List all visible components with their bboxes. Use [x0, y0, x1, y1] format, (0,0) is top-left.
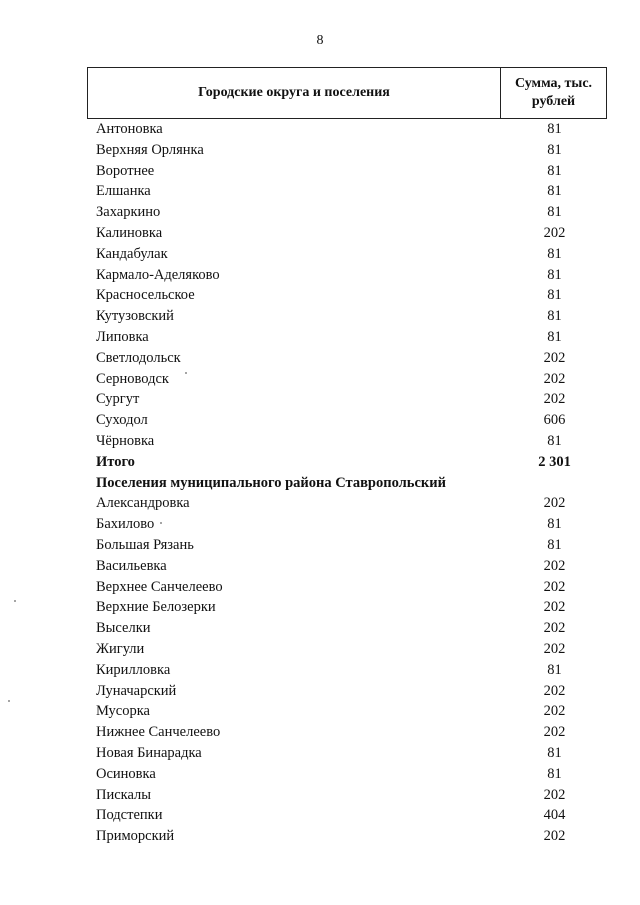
settlement-name: Нижнее Санчелеево — [96, 724, 221, 741]
sum-value: 202 — [543, 557, 566, 574]
table-row — [87, 514, 607, 535]
sum-value: 81 — [547, 328, 562, 345]
sum-value: 2 301 — [538, 453, 571, 470]
table-row — [87, 285, 607, 306]
settlement-name: Итого — [96, 453, 135, 470]
table-header — [87, 67, 607, 119]
sum-value: 202 — [543, 640, 566, 657]
sum-value: 81 — [547, 141, 562, 158]
sum-value: 202 — [543, 599, 566, 616]
table-row — [87, 618, 607, 639]
settlement-name: Бахилово — [96, 516, 155, 533]
sum-value: 81 — [547, 287, 562, 304]
settlement-name: Верхнее Санчелеево — [96, 578, 223, 595]
sum-value: 81 — [547, 121, 562, 137]
sum-value: 202 — [543, 620, 566, 637]
total-row — [87, 452, 607, 473]
table-row — [87, 389, 607, 410]
table-row — [87, 556, 607, 577]
settlement-name: Кирилловка — [96, 661, 171, 678]
sum-value: 202 — [543, 828, 566, 845]
settlement-name: Чёрновка — [96, 432, 155, 449]
settlement-name: Сургут — [96, 391, 140, 408]
table-row — [87, 764, 607, 785]
table-body — [87, 119, 607, 847]
settlement-name: Жигули — [96, 640, 145, 657]
settlement-name: Кандабулак — [96, 245, 168, 262]
table-row — [87, 265, 607, 286]
sum-value: 81 — [547, 536, 562, 553]
sum-value: 81 — [547, 661, 562, 678]
settlement-name: Пискалы — [96, 786, 152, 803]
table-row — [87, 410, 607, 431]
table-row — [87, 348, 607, 369]
page-number: 8 — [316, 33, 324, 48]
sum-value: 81 — [547, 744, 562, 761]
settlement-name: Выселки — [96, 620, 151, 637]
table-row — [87, 743, 607, 764]
sum-value: 81 — [547, 266, 562, 283]
sum-value: 202 — [543, 578, 566, 595]
sum-value: 202 — [543, 786, 566, 803]
table-row — [87, 369, 607, 390]
table-row — [87, 722, 607, 743]
sum-value: 202 — [543, 349, 566, 366]
sum-value: 606 — [543, 412, 566, 429]
table-row — [87, 306, 607, 327]
settlement-name: Кармало-Аделяково — [96, 266, 220, 283]
sum-value: 81 — [547, 308, 562, 325]
settlement-name: Воротнее — [96, 162, 155, 179]
settlement-name: Верхние Белозерки — [96, 599, 216, 616]
sum-value: 202 — [543, 724, 566, 741]
sum-value: 81 — [547, 162, 562, 179]
table-row — [87, 202, 607, 223]
sum-value: 202 — [543, 682, 566, 699]
table-row — [87, 577, 607, 598]
settlement-name: Васильевка — [96, 557, 167, 574]
table-row — [87, 244, 607, 265]
column-header-name: Городские округа и поселения — [88, 68, 501, 118]
settlement-name: Липовка — [96, 328, 149, 345]
table-row — [87, 826, 607, 847]
settlement-name: Красносельское — [96, 287, 195, 304]
table-row — [87, 431, 607, 452]
sum-value: 81 — [547, 204, 562, 221]
settlement-name: Светлодольск — [96, 349, 181, 366]
sum-value: 202 — [543, 495, 566, 512]
sum-value: 202 — [543, 224, 566, 241]
settlement-name: Новая Бинарадка — [96, 744, 202, 761]
scan-speck — [8, 700, 10, 702]
sum-value: 404 — [543, 807, 566, 824]
column-header-sum: Сумма, тыс. рублей — [514, 76, 593, 109]
table-row — [87, 327, 607, 348]
settlement-name: Осиновка — [96, 765, 156, 782]
scan-speck — [160, 522, 162, 524]
table-row — [87, 597, 607, 618]
sum-value: 202 — [543, 370, 566, 387]
table-row — [87, 681, 607, 702]
sum-value: 202 — [543, 391, 566, 408]
table-row — [87, 223, 607, 244]
settlement-name: Приморский — [96, 828, 175, 845]
sum-value: 81 — [547, 183, 562, 200]
sum-value: 81 — [547, 765, 562, 782]
sum-value: 81 — [547, 516, 562, 533]
table-row — [87, 181, 607, 202]
table-row — [87, 805, 607, 826]
table-row — [87, 701, 607, 722]
settlement-name: Кутузовский — [96, 308, 174, 325]
allocation-table — [87, 67, 607, 847]
table-row — [87, 140, 607, 161]
sum-value: 202 — [543, 703, 566, 720]
table-row — [87, 161, 607, 182]
settlement-name: Елшанка — [96, 183, 151, 200]
table-row — [87, 785, 607, 806]
section-header-row — [87, 473, 607, 494]
settlement-name: Калиновка — [96, 224, 163, 241]
settlement-name: Луначарский — [96, 682, 177, 699]
scan-speck — [185, 372, 187, 374]
settlement-name: Верхняя Орлянка — [96, 141, 204, 158]
table-row — [87, 639, 607, 660]
settlement-name: Мусорка — [96, 703, 150, 720]
settlement-name: Суходол — [96, 412, 148, 429]
table-row — [87, 119, 607, 140]
settlement-name: Подстепки — [96, 807, 163, 824]
table-row — [87, 660, 607, 681]
settlement-name: Антоновка — [96, 121, 163, 137]
settlement-name: Захаркино — [96, 204, 161, 221]
table-row — [87, 535, 607, 556]
table-row — [87, 493, 607, 514]
settlement-name: Большая Рязань — [96, 536, 194, 553]
sum-value: 81 — [547, 245, 562, 262]
scan-speck — [14, 600, 16, 602]
settlement-name: Серноводск — [96, 370, 169, 387]
sum-value: 81 — [547, 432, 562, 449]
settlement-name: Поселения муниципального района Ставропольский — [96, 474, 446, 491]
settlement-name: Александровка — [96, 495, 190, 512]
